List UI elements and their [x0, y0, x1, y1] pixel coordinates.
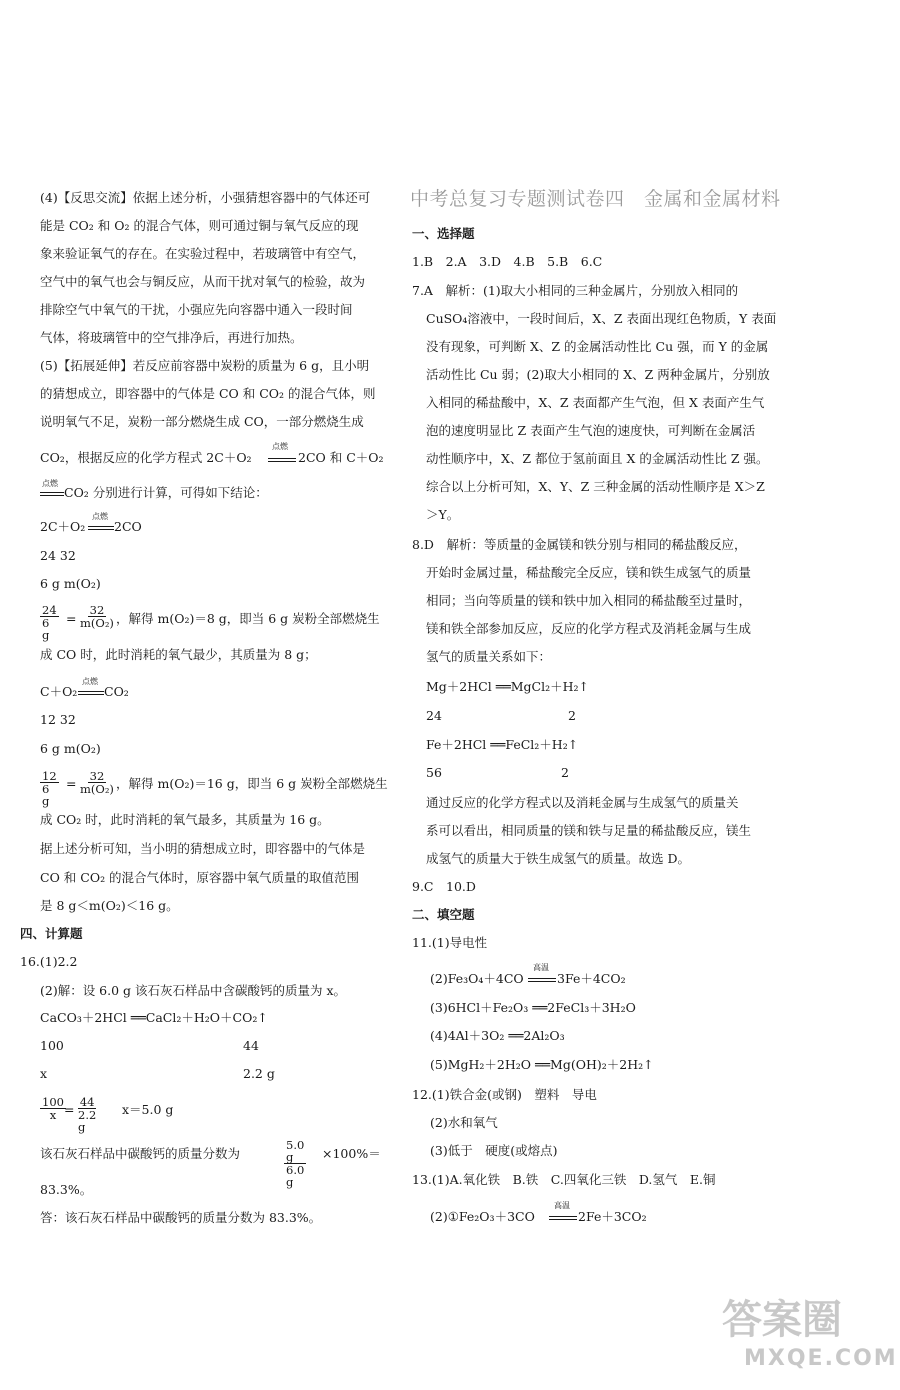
q16-percent-text: 83.3%。	[40, 1182, 93, 1197]
q16-row: x	[40, 1066, 48, 1081]
equals-bar	[549, 1216, 577, 1220]
q16-part2: (2)解：设 6.0 g 该石灰石样品中含碳酸钙的质量为 x。	[40, 983, 347, 998]
section-heading: 一、选择题	[412, 226, 475, 241]
q16-equation: CaCO₃＋2HCl ══CaCl₂＋H₂O＋CO₂↑	[40, 1010, 268, 1025]
condition-ignite: 点燃	[82, 677, 98, 686]
q13-part: (2)①Fe₂O₃＋3CO	[430, 1209, 535, 1224]
fraction: $\frac{44}{2.2 g}$	[78, 1095, 97, 1135]
eq1-row: 6 g m(O₂)	[40, 576, 101, 591]
q16-part1: 16.(1)2.2	[20, 954, 78, 969]
q11-part: 3Fe＋4CO₂	[557, 971, 626, 986]
equals-bar	[88, 526, 114, 530]
fraction: $\frac{32}{\text{m(O₂)}}$	[80, 603, 114, 631]
condition-high-temp: 高温	[554, 1201, 570, 1210]
answers-1-6: 1.B 2.A 3.D 4.B 5.B 6.C	[412, 254, 603, 269]
q13-part: 13.(1)A.氧化铁 B.铁 C.四氧化三铁 D.氢气 E.铜	[412, 1172, 716, 1187]
q7-line: 7.A 解析：(1)取大小相同的三种金属片，分别放入相同的	[412, 283, 739, 298]
p5-eq-text-a: CO₂，根据反应的化学方程式 2C＋O₂	[40, 450, 252, 465]
q11-part: (4)4Al＋3O₂ ══2Al₂O₃	[430, 1028, 565, 1043]
q13-part: 2Fe＋3CO₂	[578, 1209, 647, 1224]
p4-line: (4)【反思交流】依据上述分析，小强猜想容器中的气体还可	[40, 190, 371, 205]
eq2-left: C＋O₂	[40, 684, 78, 699]
equals-bar	[268, 458, 296, 462]
conclusion-line: 据上述分析可知，当小明的猜想成立时，即容器中的气体是	[40, 841, 366, 856]
condition-ignite: 点燃	[272, 442, 288, 451]
q8-line: 镁和铁全部参加反应，反应的化学方程式及消耗金属与生成	[426, 621, 752, 636]
section-heading: 二、填空题	[412, 907, 475, 922]
p4-line: 排除空气中氧气的干扰，小强应先向容器中通入一段时间	[40, 302, 353, 317]
conclusion-line: 是 8 g＜m(O₂)＜16 g。	[40, 898, 179, 913]
q8-line: 相同；当向等质量的镁和铁中加入相同的稀盐酸至过量时，	[426, 593, 752, 608]
p4-line: 空气中的氧气也会与铜反应，从而干扰对氧气的检验，故为	[40, 274, 366, 289]
solution-text: x＝5.0 g	[122, 1102, 174, 1117]
equals-sign: =	[66, 776, 77, 791]
q16-row: 100	[40, 1038, 64, 1053]
q8-end-line: 成氢气的质量大于铁生成氢气的质量。故选 D。	[426, 851, 690, 866]
solution-text: 成 CO 时，此时消耗的氧气最少，其质量为 8 g；	[40, 647, 317, 662]
fraction: $\frac{24}{6 g}$	[42, 603, 57, 643]
answers-9-10: 9.C 10.D	[412, 879, 476, 894]
q7-line: 没有现象，可判断 X、Z 的金属活动性比 Cu 强，而 Y 的金属	[426, 339, 769, 354]
watermark-url: MXQE.COM	[744, 1346, 898, 1371]
q8-row: 24	[426, 708, 442, 723]
equals-sign: =	[66, 611, 77, 626]
q11-part: (2)Fe₃O₄＋4CO	[430, 971, 524, 986]
q12-part: 12.(1)铁合金(或钢) 塑料 导电	[412, 1087, 597, 1102]
p5-line: (5)【拓展延伸】若反应前容器中炭粉的质量为 6 g，且小明	[40, 358, 370, 373]
fraction: $\frac{12}{6 g}$	[42, 769, 57, 809]
fraction: $\frac{100}{x}$	[42, 1095, 64, 1123]
q8-line: 氢气的质量关系如下：	[426, 649, 552, 664]
q12-part: (2)水和氧气	[430, 1115, 498, 1130]
q8-equation: Fe＋2HCl ══FeCl₂＋H₂↑	[426, 737, 579, 752]
q16-row: 44	[243, 1038, 259, 1053]
page-title: 中考总复习专题测试卷四 金属和金属材料	[410, 188, 781, 210]
q8-equation: Mg＋2HCl ══MgCl₂＋H₂↑	[426, 679, 590, 694]
q8-end-line: 系可以看出，相同质量的镁和铁与足量的稀盐酸反应，镁生	[426, 823, 752, 838]
q12-part: (3)低于 硬度(或熔点)	[430, 1143, 558, 1158]
q16-percent-text: 该石灰石样品中碳酸钙的质量分数为	[40, 1146, 241, 1161]
q16-answer: 答：该石灰石样品中碳酸钙的质量分数为 83.3%。	[40, 1210, 322, 1225]
watermark-logo: 答案圈	[722, 1297, 842, 1343]
section-heading: 四、计算题	[20, 926, 83, 941]
q7-line: 综合以上分析可知，X、Y、Z 三种金属的活动性顺序是 X＞Z	[426, 479, 765, 494]
condition-high-temp: 高温	[533, 963, 549, 972]
p4-line: 气体，将玻璃管中的空气排净后，再进行加热。	[40, 330, 303, 345]
eq2-row: 12 32	[40, 712, 76, 727]
p5-eq-text-b: 2CO 和 C＋O₂	[298, 450, 384, 465]
eq2-row: 6 g m(O₂)	[40, 741, 101, 756]
eq2-right: CO₂	[104, 684, 129, 699]
p5-line: 说明氧气不足，炭粉一部分燃烧生成 CO，一部分燃烧生成	[40, 414, 364, 429]
condition-ignite: 点燃	[42, 479, 58, 488]
equals-sign: =	[64, 1102, 75, 1117]
q7-line: 动性顺序中，X、Z 都位于氢前面且 X 的金属活动性比 Z 强。	[426, 451, 769, 466]
q11-part: (5)MgH₂＋2H₂O ══Mg(OH)₂＋2H₂↑	[430, 1057, 654, 1072]
p4-line: 能是 CO₂ 和 O₂ 的混合气体，则可通过铜与氧气反应的现	[40, 218, 359, 233]
p5-line: 的猜想成立，即容器中的气体是 CO 和 CO₂ 的混合气体，则	[40, 386, 376, 401]
eq1-left: 2C＋O₂	[40, 519, 86, 534]
solution-text: ，解得 m(O₂)＝16 g，即当 6 g 炭粉全部燃烧生	[116, 776, 388, 791]
equals-bar	[40, 492, 64, 496]
q8-line: 开始时金属过量，稀盐酸完全反应，镁和铁生成氢气的质量	[426, 565, 752, 580]
q8-end-line: 通过反应的化学方程式以及消耗金属与生成氢气的质量关	[426, 795, 739, 810]
solution-text: 成 CO₂ 时，此时消耗的氧气最多，其质量为 16 g。	[40, 812, 330, 827]
q7-line: CuSO₄溶液中，一段时间后，X、Z 表面出现红色物质，Y 表面	[426, 311, 777, 326]
q16-row: 2.2 g	[243, 1066, 275, 1081]
q7-line: ＞Y。	[426, 507, 460, 522]
q8-row: 2	[561, 765, 569, 780]
solution-text: ，解得 m(O₂)＝8 g，即当 6 g 炭粉全部燃烧生	[116, 611, 380, 626]
q7-line: 活动性比 Cu 弱；(2)取大小相同的 X、Z 两种金属片，分别放	[426, 367, 770, 382]
q7-line: 入相同的稀盐酸中，X、Z 表面都产生气泡，但 X 表面产生气	[426, 395, 765, 410]
q7-line: 泡的速度明显比 Z 表面产生气泡的速度快，可判断在金属活	[426, 423, 756, 438]
p5-eq-text-c: CO₂ 分别进行计算，可得如下结论：	[64, 485, 268, 500]
q8-row: 2	[568, 708, 576, 723]
equals-bar	[78, 691, 104, 695]
q8-row: 56	[426, 765, 442, 780]
fraction: $\frac{32}{\text{m(O₂)}}$	[80, 769, 114, 797]
q11-part: (3)6HCl＋Fe₂O₃ ══2FeCl₃＋3H₂O	[430, 1000, 636, 1015]
q16-percent-text: ×100%＝	[322, 1146, 381, 1161]
equals-bar	[528, 978, 556, 982]
eq1-row: 24 32	[40, 548, 76, 563]
q8-line: 8.D 解析：等质量的金属镁和铁分别与相同的稀盐酸反应，	[412, 537, 747, 552]
condition-ignite: 点燃	[92, 512, 108, 521]
fraction: $\frac{5.0 g}{6.0 g}$	[286, 1138, 305, 1190]
conclusion-line: CO 和 CO₂ 的混合气体时，原容器中氧气质量的取值范围	[40, 870, 360, 885]
p4-line: 象来验证氧气的存在。在实验过程中，若玻璃管中有空气，	[40, 246, 366, 261]
eq1-right: 2CO	[114, 519, 142, 534]
q11-part: 11.(1)导电性	[412, 935, 488, 950]
